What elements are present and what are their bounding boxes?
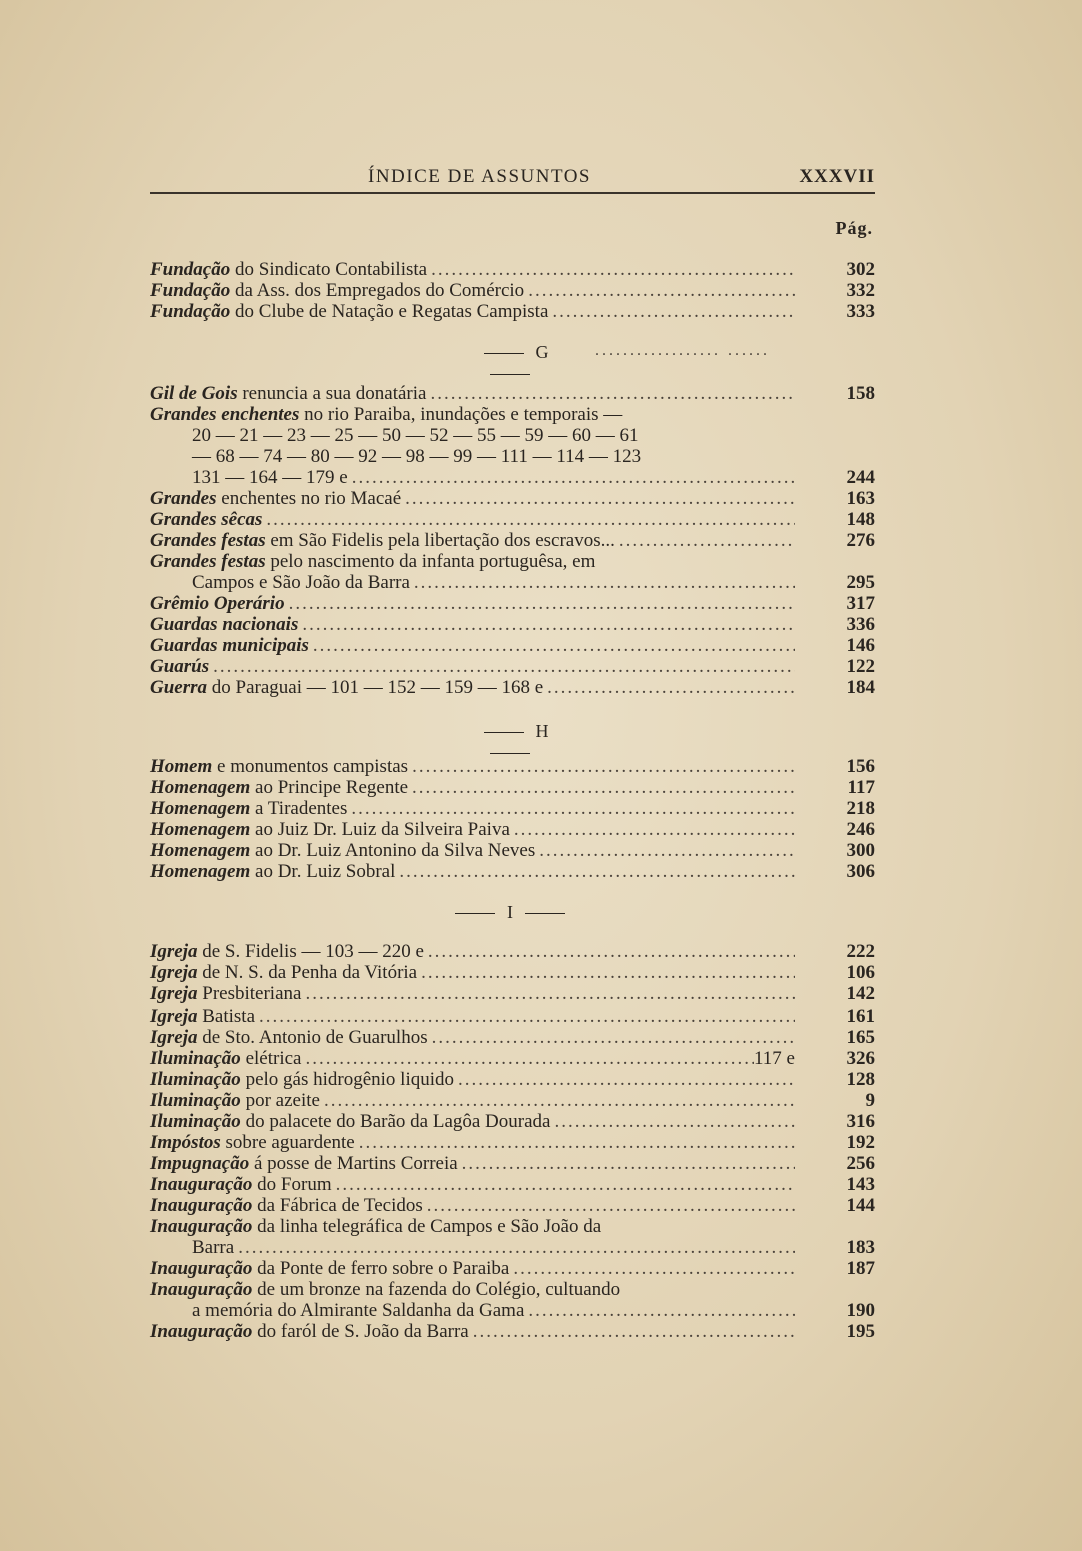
index-entry: Fundação do Sindicato Contabilista ..... 302 [150,259,875,280]
index-entry: Homenagem a Tiradentes ..... 218 [150,798,875,819]
index-entry: Gil de Gois renuncia a sua donatária ..... 158 [150,383,875,404]
page-column-label: Pág. [835,218,873,238]
index-entry: Inauguração da Ponte de ferro sobre o Paraiba ..... 187 [150,1258,875,1279]
running-header [150,166,875,194]
index-entry: Fundação da Ass. dos Empregados do Comércio ..... 332 [150,280,875,301]
index-entry: Iluminação por azeite ..... 9 [150,1090,875,1111]
index-entry: Grandes festas em São Fidelis pela libertação dos escravos... ..... 276 [150,530,875,551]
index-entry: Grandes festas pelo nascimento da infanta portuguêsa, em Campos e São João da Barra ..... 295 [150,551,875,593]
index-entry: Homenagem ao Dr. Luiz Antonino da Silva Neves ..... 300 [150,840,875,861]
index-entry: Inauguração de um bronze na fazenda do Colégio, cultuando a memória do Almirante Saldanha da Gama ..... 190 [150,1279,875,1321]
index-entry: Igreja de Sto. Antonio de Guarulhos ..... 165 [150,1027,875,1048]
index-entry: Grandes sêcas ..... 148 [150,509,875,530]
page-number-roman: XXXVII [799,166,875,187]
index-entry: Impugnação á posse de Martins Correia ..... 256 [150,1153,875,1174]
index-entry: Homenagem ao Principe Regente ..... 117 [150,777,875,798]
index-entry: Iluminação pelo gás hidrogênio liquido ..... 128 [150,1069,875,1090]
index-entry: Igreja Batista ..... 161 [150,1006,875,1027]
dot-leader: .................. ...... [595,342,770,359]
index-entry: Guardas municipais ..... 146 [150,635,875,656]
index-entry: Grandes enchentes no rio Paraiba, inundações e temporais — 20 — 21 — 23 — 25 — 50 — 52 — 55 — 59 — 60 — 61 — 68 — 74 — 80 — 92 — 98 — 99 — 111 — 114 — 123 131 — 164 — 179 e ..... 244 [150,404,875,488]
index-entry: Homenagem ao Juiz Dr. Luiz da Silveira Paiva ..... 246 [150,819,875,840]
section-letter-i: I [440,902,580,923]
page-title: ÍNDICE DE ASSUNTOS [368,166,592,187]
index-entry: Grêmio Operário ..... 317 [150,593,875,614]
index-entry: Iluminação do palacete do Barão da Lagôa Dourada ..... 316 [150,1111,875,1132]
index-entry: Homem e monumentos campistas ..... 156 [150,756,875,777]
index-entry: Fundação do Clube de Natação e Regatas Campista ..... 333 [150,301,875,322]
index-entry: Inauguração do Forum ..... 143 [150,1174,875,1195]
index-entry: Guarús ..... 122 [150,656,875,677]
index-entry: Iluminação elétrica ..... 117 e 326 [150,1048,875,1069]
section-letter-h: H [440,721,580,763]
index-entry: Guardas nacionais ..... 336 [150,614,875,635]
index-entry: Grandes enchentes no rio Macaé ..... 163 [150,488,875,509]
index-entry: Igreja de N. S. da Penha da Vitória ..... 106 [150,962,875,983]
section-letter-g: G [440,342,580,384]
index-entry: Guerra do Paraguai — 101 — 152 — 159 — 168 e ..... 184 [150,677,875,698]
index-entry: Igreja de S. Fidelis — 103 — 220 e ..... 222 [150,941,875,962]
index-entry: Inauguração da Fábrica de Tecidos ..... 144 [150,1195,875,1216]
index-entry: Inauguração do faról de S. João da Barra ..... 195 [150,1321,875,1342]
index-entry: Impóstos sobre aguardente ..... 192 [150,1132,875,1153]
index-entry: Igreja Presbiteriana ..... 142 [150,983,875,1004]
index-entry: Inauguração da linha telegráfica de Campos e São João da Barra ..... 183 [150,1216,875,1258]
index-entry: Homenagem ao Dr. Luiz Sobral ..... 306 [150,861,875,882]
